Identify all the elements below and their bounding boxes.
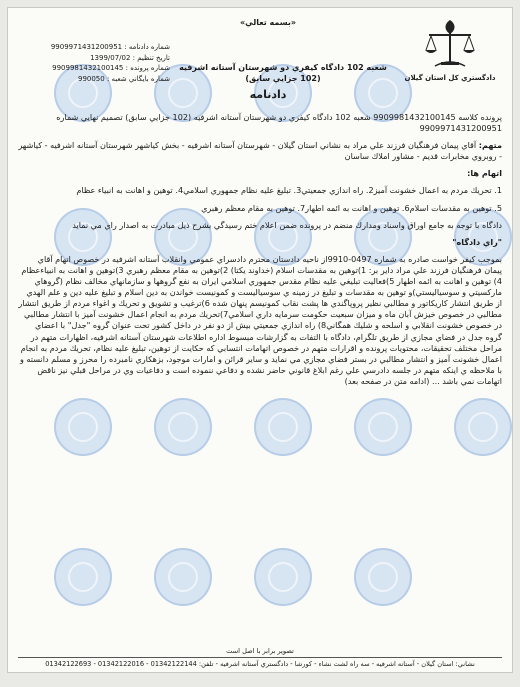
footer-address: نشاني: استان گيلان - آستانه اشرفيه - سه راه لشت نشاء - كورشا - دادگستري آستانه اشرفيه - تلفن: 01342122144 - 01342122016 - 01342122693 — [18, 657, 502, 668]
accused-text: آقاي پيمان فرهنگيان فرزند علي مراد به نشاني استان گيلان - شهرستان آستانه اشرفيه - بخش كياشهر شهرستان آستانه اشرفيه - كياشهر - روبروي مخابرات قديم - مشاور املاك ساسان — [18, 140, 502, 162]
accused-paragraph — [18, 140, 502, 162]
watermark-logo — [154, 548, 212, 606]
document-body — [18, 112, 502, 393]
footer — [18, 647, 502, 668]
scales-of-justice-icon — [423, 18, 477, 70]
ruling-title: "راي دادگاه" — [452, 236, 502, 247]
copy-stamp: تصوير برابر با اصل است — [226, 647, 294, 655]
meta-line: شماره بايگاني شعبه : 990050 — [77, 74, 170, 83]
watermark-logo — [54, 548, 112, 606]
procedure-paragraph: دادگاه با توجه به جامع اوراق واسناد ومدارك منضم در پرونده ضمن اعلام ختم رسيدگي بشرح ذيل مبادرت به اصدار راي مي نمايد — [72, 219, 502, 230]
judiciary-emblem — [404, 18, 496, 82]
case-file-line: پرونده كلاسه 9909981432100145 شعبه 102 دادگاه كيفري دو شهرستان آستانه اشرفيه (102 جزايي سابق) تصميم نهايي شماره 9909971431200951 — [56, 112, 502, 134]
meta-line: شماره پرونده : 9909981432100145 — [52, 64, 170, 72]
accused-label: متهم: — [478, 140, 502, 151]
meta-line: شماره دادنامه : 9909971431200951 — [50, 43, 170, 51]
meta-line: تاريخ تنظيم : 1399/07/02 — [90, 53, 170, 62]
watermark-logo — [354, 548, 412, 606]
watermark-logo — [254, 398, 312, 456]
court-title: شعبه 102 دادگاه كيفري دو شهرستان آستانه اشرفيه (102 جزايي سابق) — [179, 63, 387, 83]
charges-line: 1. تحريك مردم به اعمال خشونت آميز2. راه اندازي جمعيتي3. تبليغ عليه نظام جمهوري اسلامي4. توهين و اهانت به انبياء عظام — [76, 185, 502, 196]
charges-label: اتهام ها: — [467, 168, 502, 179]
watermark-logo — [354, 398, 412, 456]
watermark-logo — [154, 398, 212, 456]
document-meta — [30, 42, 170, 84]
ruling-text: بموجب كيفر خواست صادره به شماره 0497-9910از ناحيه دادستان محترم دادسراي عمومي وانقلاب آستانه اشرفيه در خصوص اتهام آقاي پيمان فرهنگيان فرزند علي مراد داير بر: 1)توهين به مقدسات اسلام (خداوند يكتا) 2)توهين به مقام معظم رهبري 3)توهين و اهانت به انبياءعظام 4) توهين و اهانت به ائمه اطهار 5)فعاليت تبليغي عليه نظام مقدس جمهوري اسلامي ايران به نفع گروهها و سازمانهاي مخالف نظام (گروهاي ماركسيتي و سوسياليستي)و توهين به مقدسات و تبليغ در زمينه ي سوسياليست و كمونيست خواندن به دين اسلام و تبليغ عليه دين و علم الهدي از طريق انتشار كاريكاتور و مطالبي نظير پروپاگندي ها پشت نقاب كمونيسم پنهان شده 6)ترغيب و تشويق و تحريك و اغواء مردم از طريق انتشار مطالبي در خصوص خيزش آبان ماه و ميزان سبعيت حكومت سرمايه داري اسلامي7)تحريك مردم به انجام اعمال خشونت آميز با انتشار مطالبي در خصوص خشونت انقلابي و اسلحه و شليك همگاني8) راه اندازي جمعيتي بيش از دو نفر در داخل كشور تحت عنوان گروه "جدل" با اعضاي گروه جدل در فضاي مجازي از طريق تلگرام، دادگاه با التفات به گزارشات مبسوط اداره اطلاعات شهرستان آستانه اشرفيه، اظهارات متهم در مراحل مختلف تحقيقات، محتويات پرونده و اقرارات متهم در خصوص اتهامات انتسابي كه حكايت از توهين، تبليغ عليه نظام، تحريك مردم به انجام اعمال خشونت آميز و انتشار مطالبي در بستر فضاي مجازي مي نمايد و ساير قرائن و امارات موجود، بزهكاري نامبرده را محرز و مسلم دانسته و با ملاحظه ي اينكه متهم در جلسه دادرسي علي رغم ابلاغ قانوني حاضر نشده و دفاعي ننموده است و دفاعيات وي در مراحل قبلي نيز ناقض اتهامات نمي باشد ... (ادامه متن در صفحه بعد) — [18, 253, 502, 386]
charges-line: 5. توهين به مقدسات اسلام6. توهين و اهانت به ائمه اطهار7. توهين به مقام معظم رهبري — [201, 202, 502, 213]
document-type: دادنامه — [249, 88, 287, 101]
watermark-logo — [254, 548, 312, 606]
watermark-logo — [454, 398, 512, 456]
header-verse: «بسمه تعالي» — [239, 18, 297, 27]
document-page — [7, 7, 513, 673]
department-name: دادگستري كل استان گيلان — [404, 74, 496, 82]
watermark-logo — [54, 398, 112, 456]
